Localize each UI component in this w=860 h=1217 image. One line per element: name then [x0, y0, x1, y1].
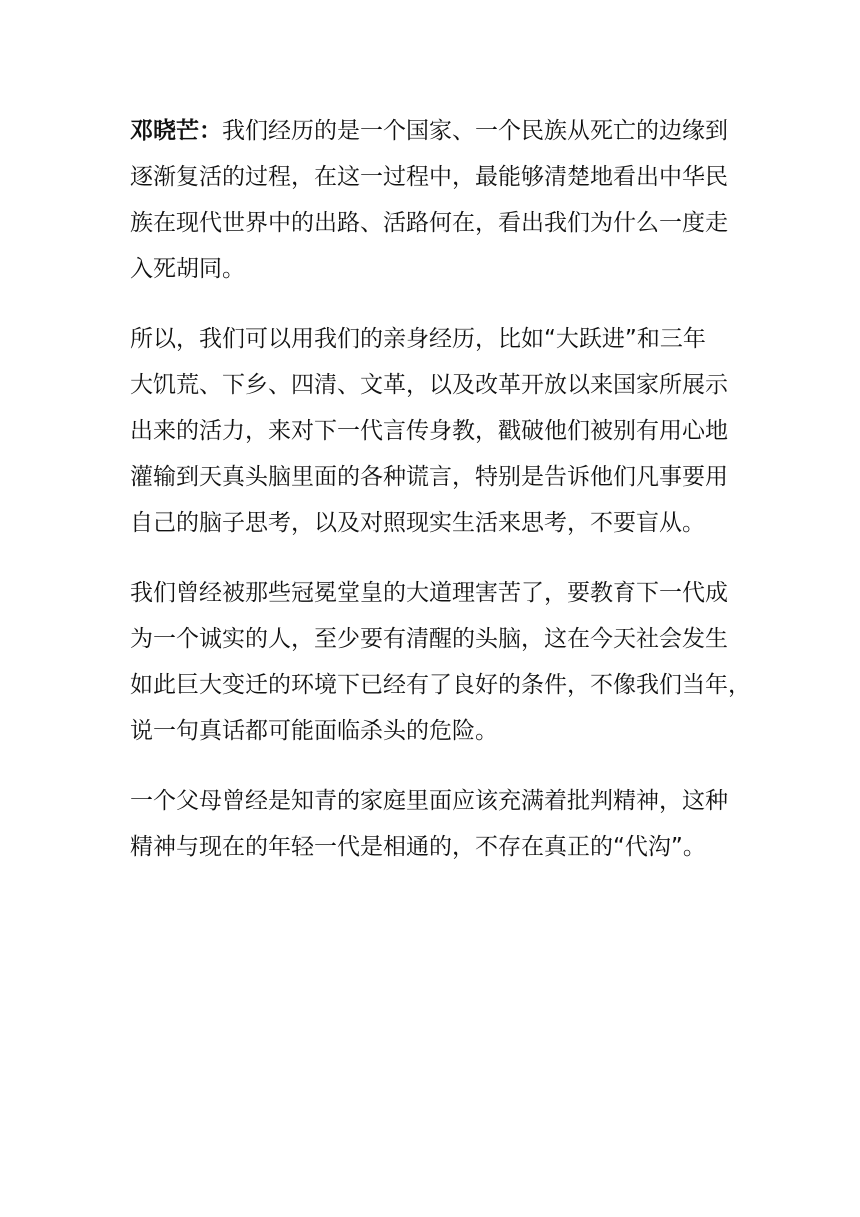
paragraph-3 — [130, 570, 751, 754]
paragraph-line: 所以，我们可以用我们的亲身经历，比如“大跃进”和三年 — [130, 326, 706, 352]
paragraph-line: 灌输到天真头脑里面的各种谎言，特别是告诉他们凡事要用 — [130, 464, 728, 490]
paragraph-line: 邓晓芒：我们经历的是一个国家、一个民族从死亡的边缘到 — [130, 118, 728, 144]
paragraph-line: 我们曾经被那些冠冕堂皇的大道理害苦了，要教育下一代成 — [130, 580, 728, 606]
paragraph-1 — [130, 108, 740, 292]
speaker-name: 邓晓芒： — [130, 118, 222, 144]
paragraph-line: 出来的活力，来对下一代言传身教，戳破他们被别有用心地 — [130, 418, 728, 444]
paragraph-line: 入死胡同。 — [130, 256, 245, 282]
paragraph-line: 自己的脑子思考，以及对照现实生活来思考，不要盲从。 — [130, 510, 705, 536]
paragraph-2 — [130, 316, 740, 546]
paragraph-line: 精神与现在的年轻一代是相通的，不存在真正的“代沟”。 — [130, 834, 706, 860]
paragraph-4 — [130, 778, 740, 870]
document-body — [130, 108, 751, 894]
paragraph-line: 为一个诚实的人，至少要有清醒的头脑，这在今天社会发生 — [130, 626, 728, 652]
paragraph-line: 大饥荒、下乡、四清、文革，以及改革开放以来国家所展示 — [130, 372, 728, 398]
paragraph-line: 如此巨大变迁的环境下已经有了良好的条件，不像我们当年， — [130, 672, 751, 698]
paragraph-line: 族在现代世界中的出路、活路何在，看出我们为什么一度走 — [130, 210, 728, 236]
paragraph-line: 逐渐复活的过程，在这一过程中，最能够清楚地看出中华民 — [130, 164, 728, 190]
paragraph-line: 一个父母曾经是知青的家庭里面应该充满着批判精神，这种 — [130, 788, 728, 814]
paragraph-line: 说一句真话都可能面临杀头的危险。 — [130, 718, 498, 744]
